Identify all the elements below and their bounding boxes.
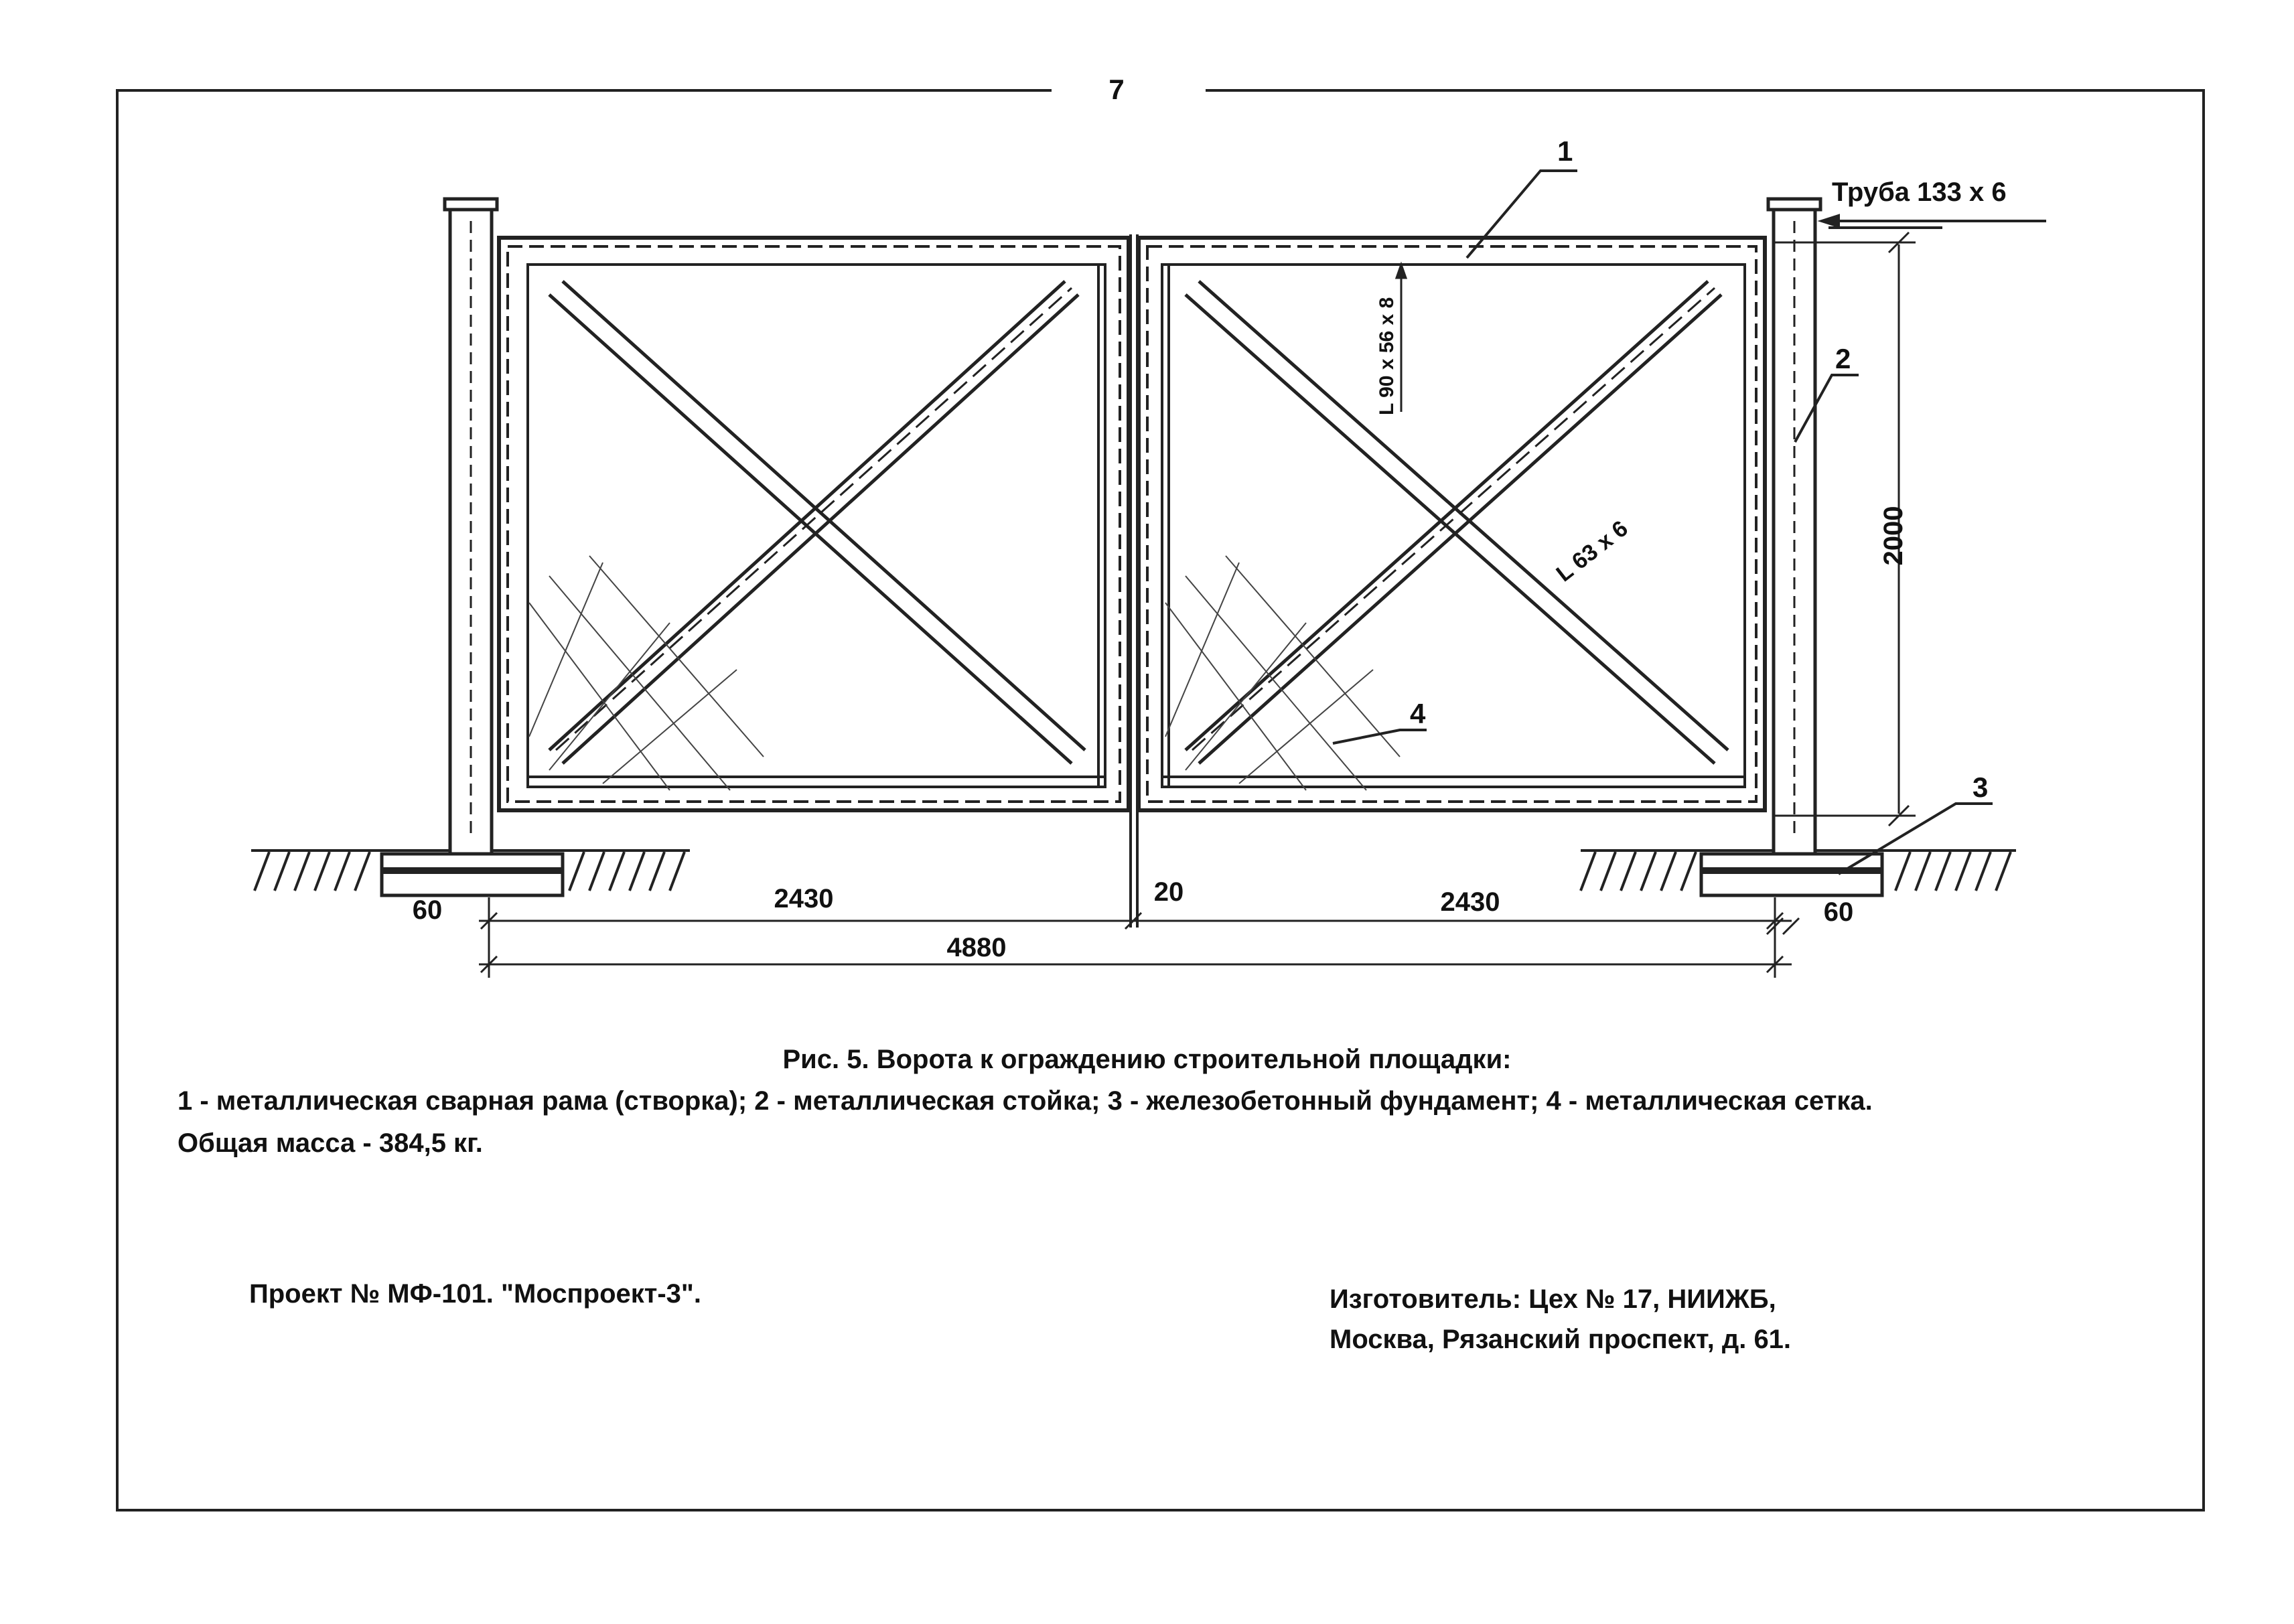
center-gap: [1131, 234, 1137, 928]
manufacturer-line-2: Москва, Рязанский проспект, д. 61.: [1330, 1325, 1792, 1354]
angle-frame-label: L 90 x 56 x 8: [1376, 297, 1398, 415]
angle-brace-label: L 63 x 6: [1551, 515, 1633, 587]
mesh-left: [529, 556, 764, 790]
foundation-right: [1701, 854, 1882, 895]
figure-title: Рис. 5. Ворота к ограждению строительной площадки:: [782, 1045, 1512, 1074]
width-dimensions: [479, 897, 1799, 978]
height-value: 2000: [1879, 506, 1908, 566]
figure-legend: 1 - металлическая сварная рама (створка); 2 - металлическая стойка; 3 - железобетонный фундамент; 4 - металлическая сетка.: [177, 1086, 1873, 1116]
leaf-right-width: 2430: [1440, 887, 1500, 917]
post-right: [1768, 199, 1820, 854]
pipe-label: Труба 133 х 6: [1832, 177, 2007, 207]
callout-1: 1: [1557, 135, 1573, 167]
callout-4: 4: [1410, 698, 1426, 729]
leaf-left-width: 2430: [774, 884, 834, 913]
angle-frame-arrow: [1396, 265, 1406, 412]
post-left-offset: 60: [412, 895, 443, 925]
callout-3: 3: [1973, 771, 1989, 803]
gap-width: 20: [1153, 877, 1184, 907]
gate-leaf-left: [499, 238, 1129, 810]
callout-2: 2: [1835, 343, 1851, 374]
total-mass: Общая масса - 384,5 кг.: [177, 1128, 483, 1158]
post-right-offset: 60: [1823, 897, 1854, 927]
page-number: 7: [1108, 74, 1125, 105]
brace-left: [549, 281, 1085, 763]
brace-right: [1186, 281, 1728, 763]
total-width: 4880: [946, 933, 1007, 962]
project-reference: Проект № МФ-101. "Моспроект-3".: [249, 1279, 701, 1309]
manufacturer-block: [1330, 1279, 1791, 1359]
pipe-arrow: [1822, 216, 2046, 228]
post-left: [445, 199, 497, 854]
foundation-left: [382, 854, 563, 895]
manufacturer-line-1: Изготовитель: Цех № 17, НИИЖБ,: [1330, 1284, 1776, 1314]
